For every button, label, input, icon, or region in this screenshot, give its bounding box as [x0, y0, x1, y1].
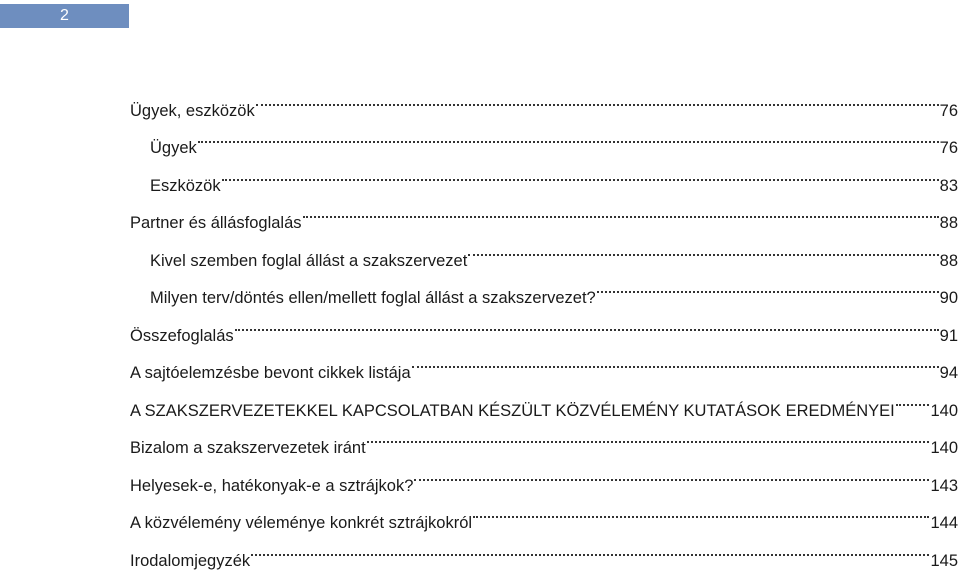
toc-entry-title: Összefoglalás: [130, 318, 234, 356]
toc-entry[interactable]: [130, 303, 960, 341]
toc-entry-title: Kivel szemben foglal állást a szakszervezet: [150, 243, 467, 281]
page-number-bar: [0, 4, 129, 28]
toc-entry-title: Bizalom a szakszervezetek iránt: [130, 430, 366, 468]
toc-dot-leader: [235, 303, 939, 341]
toc-entry[interactable]: [130, 453, 960, 491]
toc-dot-leader: [896, 378, 930, 416]
toc-entry-page: 76: [940, 93, 958, 131]
toc-dot-leader: [251, 528, 929, 566]
toc-entry-title: Ügyek, eszközök: [130, 93, 255, 131]
toc-dot-leader: [303, 191, 939, 229]
toc-entry[interactable]: [130, 153, 960, 191]
toc-entry[interactable]: [130, 78, 960, 116]
toc-entry-title: Ügyek: [150, 130, 197, 168]
toc-entry[interactable]: [130, 378, 960, 416]
toc-entry-title: Helyesek-e, hatékonyak-e a sztrájkok?: [130, 468, 413, 506]
toc-entry-title: Milyen terv/döntés ellen/mellett foglal állást a szakszervezet?: [150, 280, 596, 318]
toc-dot-leader: [468, 228, 938, 266]
toc-entry-page: 88: [940, 205, 958, 243]
toc-entry-page: 90: [940, 280, 958, 318]
toc-entry-title: Partner és állásfoglalás: [130, 205, 302, 243]
toc-entry[interactable]: [130, 116, 960, 154]
toc-entry-title: Irodalomjegyzék: [130, 543, 250, 580]
toc-dot-leader: [198, 116, 939, 154]
toc-entry[interactable]: [130, 266, 960, 304]
toc-entry-page: 144: [930, 505, 958, 543]
toc-entry[interactable]: [130, 491, 960, 529]
toc-entry-page: 143: [930, 468, 958, 506]
toc-dot-leader: [473, 491, 929, 529]
toc-entry-title: A SZAKSZERVEZETEKKEL KAPCSOLATBAN KÉSZÜLT KÖZVÉLEMÉNY KUTATÁSOK EREDMÉNYEI: [130, 393, 895, 431]
toc-dot-leader: [256, 78, 939, 116]
table-of-contents: [130, 78, 960, 566]
toc-entry-page: 76: [940, 130, 958, 168]
toc-entry-title: Eszközök: [150, 168, 221, 206]
toc-entry-title: A sajtóelemzésbe bevont cikkek listája: [130, 355, 411, 393]
toc-entry-page: 140: [930, 430, 958, 468]
toc-entry[interactable]: [130, 228, 960, 266]
toc-entry-page: 91: [940, 318, 958, 356]
toc-entry[interactable]: [130, 528, 960, 566]
page-number: 2: [0, 4, 129, 28]
toc-entry-page: 140: [930, 393, 958, 431]
toc-entry[interactable]: [130, 416, 960, 454]
toc-entry-page: 83: [940, 168, 958, 206]
toc-entry-page: 145: [930, 543, 958, 580]
toc-entry-page: 88: [940, 243, 958, 281]
toc-entry-page: 94: [940, 355, 958, 393]
toc-dot-leader: [367, 416, 930, 454]
toc-entry-title: A közvélemény véleménye konkrét sztrájkokról: [130, 505, 472, 543]
toc-dot-leader: [414, 453, 929, 491]
toc-dot-leader: [222, 153, 939, 191]
toc-dot-leader: [597, 266, 939, 304]
toc-entry[interactable]: [130, 191, 960, 229]
toc-dot-leader: [412, 341, 939, 379]
toc-entry[interactable]: [130, 341, 960, 379]
